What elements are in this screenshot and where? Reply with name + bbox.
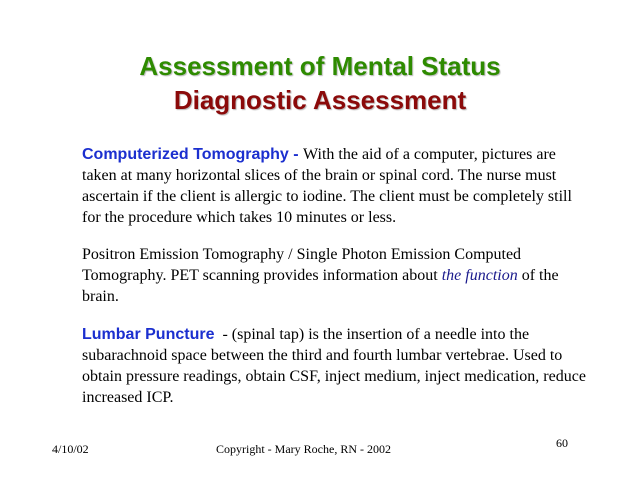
term-separator: - (288, 146, 304, 163)
pet-emphasis: the function (441, 267, 518, 284)
slide-subtitle: Diagnostic Assessment (173, 85, 467, 115)
term-lumbar-puncture: Lumbar Puncture (82, 326, 215, 343)
paragraph-lumbar-puncture (82, 324, 592, 408)
lp-description: - (spinal tap) is the insertion of a needle into the subarachnoid space between the third and fourth lumbar vertebrae. Used to obtain pressure readings, obtain CSF, inject medium, inject medication, reduce increased ICP. (82, 326, 590, 406)
pet-text-before: Positron Emission Tomography / Single Photon Emission Computed Tomography. PET scanning provides information about (82, 246, 522, 284)
footer-copyright: Copyright - Mary Roche, RN - 2002 (216, 442, 391, 456)
ct-description: With the aid of a computer, pictures are taken at many horizontal slices of the brain or spinal cord. The nurse must ascertain if the client is allergic to iodine. The client must be completely still for the procedure which takes 10 minutes or less. (82, 146, 572, 226)
footer-date: 4/10/02 (52, 442, 89, 456)
slide-title: Assessment of Mental Status (139, 51, 501, 81)
paragraph-computerized-tomography (82, 144, 592, 228)
page-number: 60 (556, 436, 568, 450)
term-computerized-tomography: Computerized Tomography (82, 146, 289, 163)
pet-text-after: of the brain. (82, 267, 559, 305)
paragraph-pet-spect (82, 244, 592, 307)
